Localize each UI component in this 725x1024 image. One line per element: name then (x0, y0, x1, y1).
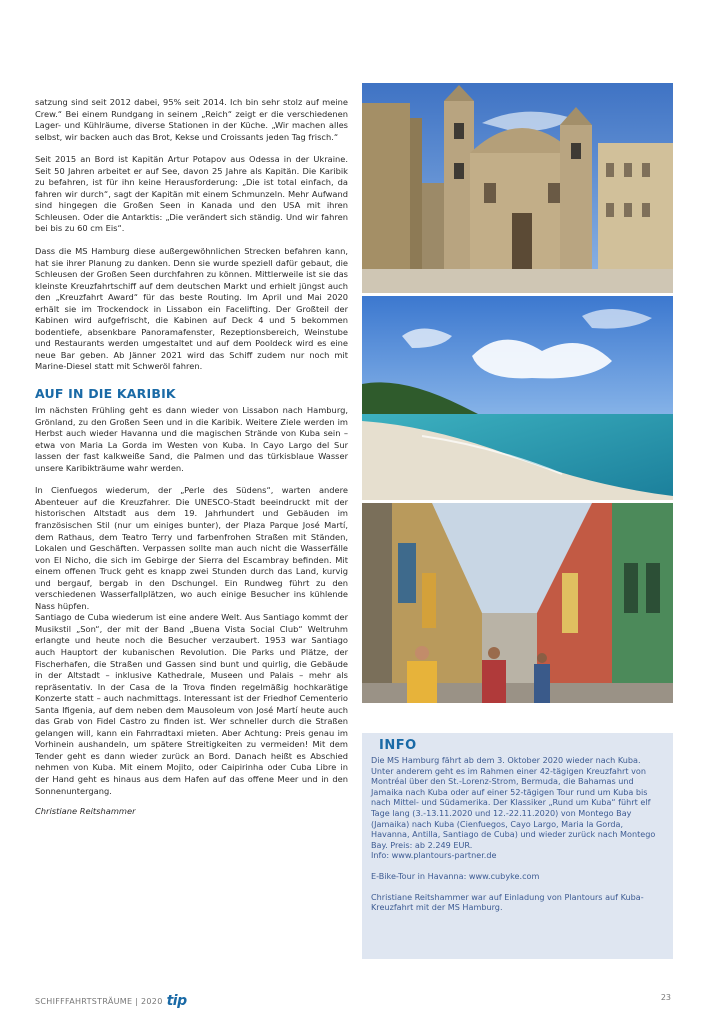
article-paragraph: Dass die MS Hamburg diese außergewöhnlichen Strecken befahren kann, hat sie ihrer Planung zu danken. Denn sie wurde speziell dafür gebaut, die Schleusen der Großen Seen durchfahren zu können. Mittlerweile ist sie das kleinste Kreuzfahrtschiff auf dem deutschen Markt und erhielt jüngst auch den „Kreuzfahrt Award“ für das beste Routing. Im April und Mai 2020 erhält sie im Trockendock in Lissabon ein Facelifting. Der Großteil der Kabinen wird aufgefrischt, die Kabinen auf Deck 4 und 5 bekommen bodentiefe, absenkbare Panoramafenster, Rezeptionsbereich, Weinstube und Restaurants werden umgestaltet und auf dem Pooldeck wird es eine neue Bar geben. Ab Jänner 2021 wird das Schiff zudem nur noch mit Marine-Diesel statt mit Schweröl fahren. (35, 246, 348, 372)
article-paragraph: satzung sind seit 2012 dabei, 95% seit 2014. Ich bin sehr stolz auf meine Crew.“ Bei einem Rundgang in seinem „Reich“ zeigt er die verschiedenen Lager- und Kühlräume, diverse Stationen in der Küche. „Wir machen alles selbst, wir backen auch das Brot, Kekse und Croissants jeden Tag frisch.“ (35, 97, 348, 142)
magazine-name: SCHIFFFAHRTSTRÄUME | 2020 (35, 996, 163, 1006)
article-paragraph: In Cienfuegos wiederum, der „Perle des Südens“, warten andere Abenteuer auf die Kreuzfahrer. Die UNESCO-Stadt beeindruckt mit der historischen Altstadt aus dem 19. Jahrhundert und Gebäuden im französischen Stil (nur um einiges bunter), der Plaza Parque José Martí, dem Rathaus, dem Teatro Terry und farbenfrohen Straßen mit Ständen, Lokalen und Geschäften. Verpassen sollte man auch nicht die Wasserfälle von El Nicho, die sich im Gebirge der Sierra del Escambray befinden. Mit einem offenen Truck geht es knapp zwei Stunden durch das Land, kurvig und bergauf, bergab in den Dschungel. Ein Rundweg führt zu den verschiedenen Wasserfallplätzen, wo auch einige Besucher ins kühlende Nass hüpfen. (35, 485, 348, 611)
info-link[interactable]: E-Bike-Tour in Havanna: www.cubyke.com (371, 870, 540, 881)
info-box (362, 733, 673, 959)
tip-logo: tip (166, 993, 187, 1009)
cathedral-photo (362, 83, 673, 293)
page-number: 23 (660, 993, 671, 1002)
article-paragraph: Santiago de Cuba wiederum ist eine andere Welt. Aus Santiago kommt der Musikstil „Son“, der mit der Band „Buena Vista Social Club“ Weltruhm erlangte und heute noch die Besucher verzaubert. 1953 war Santiago auch Hauptort der kubanischen Revolution. Die Parks und Plätze, der Fischerhafen, die Straßen und Gassen sind bunt und quirlig, die Gebäude in der Altstadt – inklusive Kathedrale, Museen und Palais – mehr als repräsentativ. In der Casa de la Trova finden regelmäßig hochkarätige Konzerte statt – auch nachmittags. Interessant ist der Friedhof Cementerio Santa Ifigenia, auf dem neben dem Mausoleum von José Martí heute auch das Grab von Fidel Castro zu finden ist. Wer schneller durch die Straßen gelangen will, kann ein Fahrradtaxi mieten. Aber Achtung: Preis genau im Vorhinein aushandeln, um spätere Streitigkeiten zu vermeiden! Mit dem Tender geht es dann wieder zurück an Bord. Danach heißt es Abschied nehmen von Kuba. Mit einem Mojito, oder Caipirinha oder Cuba Libre in der Hand geht es hinaus aus dem Hafen auf das offene Meer und in den Sonnenuntergang. (35, 612, 348, 796)
info-title: INFO (379, 738, 417, 753)
street-photo (362, 503, 673, 703)
article-paragraph: Im nächsten Frühling geht es dann wieder von Lissabon nach Hamburg, Grönland, zu den Großen Seen und in die Karibik. Weitere Ziele werden im Herbst auch wieder Havanna und die magischen Strände von Kuba sein – etwa von Maria La Gorda im Westen von Kuba. In Cayo Largo del Sur lassen der fast kalkweiße Sand, die Palmen und das türkisblaue Wasser unsere Karibikträume wahr werden. (35, 405, 348, 473)
article-paragraph: Seit 2015 an Bord ist Kapitän Artur Potapov aus Odessa in der Ukraine. Seit 50 Jahren arbeitet er auf See, davon 25 Jahre als Kapitän. Die Karibik zu befahren, ist für ihn keine Herausforderung: „Die ist total einfach, da fahren wir durch“, sagt der Kapitän mit einem Schmunzeln. Mehr Aufwand sind hingegen die Großen Seen in Kanada und den USA mit ihren Schleusen. Oder die Antarktis: „Die verändert sich ständig. Und wir fahren bei bis zu 60 cm Eis“. (35, 154, 348, 234)
info-paragraph (371, 755, 659, 861)
beach-photo (362, 296, 673, 500)
info-link[interactable]: Info: www.plantours-partner.de (371, 850, 497, 861)
info-text: Die MS Hamburg fährt ab dem 3. Oktober 2020 wieder nach Kuba. Unter anderem geht es im Rahmen einer 42-tägigen Kreuzfahrt von Montréal über den St.-Lorenz-Strom, Bermuda, die Bahamas und Jamaika nach Kuba oder auf einer 52-tägigen Tour rund um Kuba bis nach Mittel- und Südamerika. Der Klassiker „Rund um Kuba“ führt elf Tage lang (3.-13.11.2020 und 12.-22.11.2020) von Montego Bay (Jamaika) nach Kuba (Cienfuegos, Cayo Largo, Maria la Gorda, Havanna, Antilla, Santiago de Cuba) und wieder zurück nach Montego Bay. Preis: ab 2.249 EUR. (371, 755, 656, 850)
article-column (35, 97, 348, 818)
author-byline: Christiane Reitshammer (35, 806, 136, 817)
info-note: Christiane Reitshammer war auf Einladung von Plantours auf Kuba-Kreuzfahrt mit der MS Hamburg. (371, 891, 644, 913)
footer-magazine (35, 993, 187, 1009)
section-heading: AUF IN DIE KARIBIK (35, 386, 176, 402)
